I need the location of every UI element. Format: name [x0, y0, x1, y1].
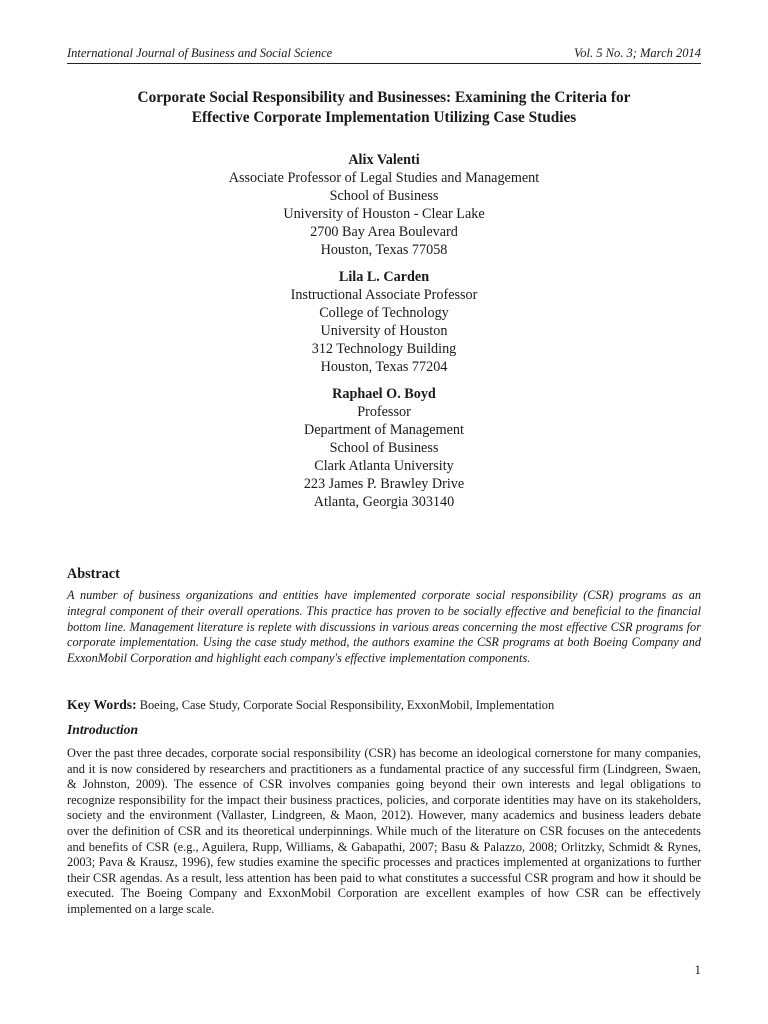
abstract-heading: Abstract: [67, 566, 120, 582]
author-affiliation-line: Houston, Texas 77204: [320, 359, 448, 375]
author-affiliation-line: College of Technology: [319, 305, 449, 321]
author-affiliation-line: 312 Technology Building: [311, 341, 457, 357]
author-name: Lila L. Carden: [338, 269, 430, 285]
author-affiliation-line: 223 James P. Brawley Drive: [303, 476, 465, 492]
author-affiliation-line: Houston, Texas 77058: [320, 242, 448, 258]
abstract-text: A number of business organizations and entities have implemented corporate social responsibility (CSR) programs as an integral component of their overall operations. This practice has proven to be socially effective and beneficial to the financial bottom line. Management literature is replete with discussions in various areas concerning the most effective CSR programs for corporate implementation. Using the case study method, the authors examine the CSR programs at both Boeing Company and ExxonMobil Corporation and highlight each company's effective implementation components.: [67, 588, 701, 666]
author-block: [67, 268, 701, 376]
title-line-2: Effective Corporate Implementation Utilizing Case Studies: [191, 109, 577, 126]
author-name: Alix Valenti: [348, 152, 420, 168]
author-affiliation-line: Clark Atlanta University: [314, 458, 454, 474]
journal-name: International Journal of Business and Social Science: [67, 46, 333, 60]
page-number: 1: [694, 962, 701, 977]
author-affiliation-line: School of Business: [329, 188, 439, 204]
author-name: Raphael O. Boyd: [332, 386, 436, 402]
keywords: [67, 697, 701, 713]
title-line-1: Corporate Social Responsibility and Businesses: Examining the Criteria for: [137, 89, 631, 106]
paper-title: [67, 88, 701, 128]
introduction-heading: Introduction: [67, 722, 139, 737]
volume-info: Vol. 5 No. 3; March 2014: [574, 46, 701, 60]
author-affiliation-line: University of Houston - Clear Lake: [283, 206, 485, 222]
author-affiliation-line: School of Business: [329, 440, 439, 456]
keywords-text: Boeing, Case Study, Corporate Social Responsibility, ExxonMobil, Implementation: [139, 698, 555, 712]
author-list: [67, 151, 701, 520]
author-affiliation-line: 2700 Bay Area Boulevard: [310, 224, 458, 240]
introduction-text: Over the past three decades, corporate social responsibility (CSR) has become an ideological cornerstone for many companies, and it is now considered by researchers and practitioners as a fundamental practice of any successful firm (Lindgreen, Swaen, & Johnston, 2009). The essence of CSR involves companies going beyond their own interests and legal obligations to recognize responsibility for the impact their business practices, policies, and corporate identities may have on its stakeholders, society and the environment (Vallaster, Lindgreen, & Maon, 2012). However, many academics and business leaders debate over the definition of CSR and its theoretical underpinnings. While much of the literature on CSR focuses on the antecedents and benefits of CSR (e.g., Aguilera, Rupp, Williams, & Gabapathi, 2007; Basu & Palazzo, 2008; Orlitzky, Schmidt & Rynes, 2003; Pava & Krausz, 1996), few studies examine the specific processes and practices implemented at organizations to further their CSR agendas. As a result, less attention has been paid to what constitutes a successful CSR program and how it should be executed. The Boeing Company and ExxonMobil Corporation are excellent examples of how CSR can be effectively implemented on a large scale.: [67, 746, 701, 916]
author-affiliation-line: Associate Professor of Legal Studies and Management: [228, 170, 540, 186]
author-affiliation-line: Instructional Associate Professor: [290, 287, 478, 303]
author-block: [67, 151, 701, 259]
author-affiliation-line: Atlanta, Georgia 303140: [313, 494, 455, 510]
author-affiliation-line: Department of Management: [304, 422, 464, 438]
author-affiliation-line: Professor: [357, 404, 411, 420]
author-block: [67, 385, 701, 511]
running-header: [67, 46, 701, 64]
keywords-label: Key Words:: [67, 697, 137, 712]
author-affiliation-line: University of Houston: [320, 323, 448, 339]
